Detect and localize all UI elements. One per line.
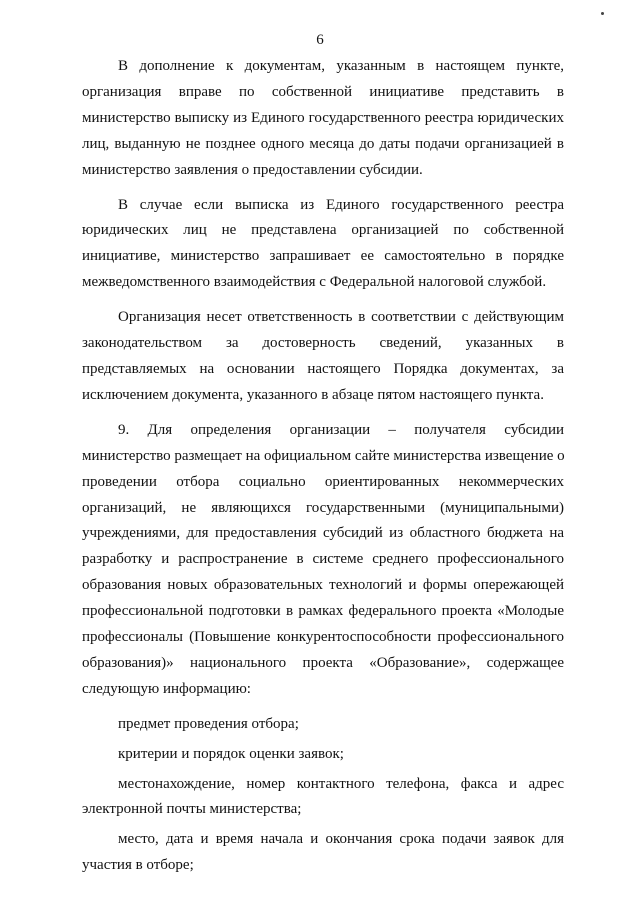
- list-item: [82, 712, 564, 738]
- text-line: В дополнение к документам, указанным в настоящем пункте,: [118, 58, 564, 74]
- text-line: законодательством за достоверность сведений, указанных в: [82, 335, 564, 352]
- paragraph: [82, 193, 564, 297]
- requirements-list: [82, 712, 564, 883]
- text-line: участия в отборе;: [82, 857, 194, 874]
- text-line: предмет проведения отбора;: [118, 715, 299, 732]
- text-line: образования)» национального проекта «Образование», содержащее: [82, 654, 564, 671]
- text-line: разработку и распространение в системе среднего профессионального: [82, 551, 564, 568]
- list-item: [82, 827, 564, 879]
- paragraph: [82, 418, 564, 703]
- text-line: проведении отбора социально ориентированных некоммерческих: [82, 473, 564, 490]
- text-line: профессионалы (Повышение конкурентоспособности профессионального: [82, 629, 564, 646]
- list-item: [82, 742, 564, 768]
- page-number: 6: [316, 32, 324, 48]
- text-line: Организация несет ответственность в соответствии с действующим: [118, 309, 564, 326]
- spacer: [82, 409, 564, 418]
- text-line: организация вправе по собственной инициативе представить в: [82, 83, 564, 100]
- text-line: 9. Для определения организации – получателя субсидии: [118, 421, 564, 438]
- text-line: представляемых на основании настоящего Порядка документах, за: [82, 360, 564, 377]
- text-line: образования новых образовательных технологий и формы опережающей: [82, 577, 564, 594]
- spacer: [82, 703, 564, 712]
- spacer: [82, 296, 564, 305]
- text-line: исключением документа, указанного в абзаце пятом настоящего пункта.: [82, 386, 544, 403]
- text-line: инициативе, министерство запрашивает ее самостоятельно в порядке: [82, 248, 564, 265]
- text-line: министерство размещает на официальном сайте министерства извещение о: [82, 447, 565, 464]
- text-line: юридических лиц не представлена организацией по собственной: [82, 222, 564, 239]
- text-line: следующую информацию:: [82, 680, 251, 697]
- spacer: [82, 879, 564, 883]
- text-line: организаций, не являющихся государственными (муниципальными): [82, 499, 564, 516]
- paragraph: [82, 54, 564, 184]
- text-line: профессиональной подготовки в рамках федерального проекта «Молодые: [82, 603, 564, 620]
- text-line: лиц, выданную не позднее одного месяца до даты подачи организацией в: [82, 135, 564, 152]
- text-line: учреждениями, для предоставления субсидий из областного бюджета на: [82, 525, 564, 542]
- text-line: электронной почты министерства;: [82, 801, 302, 818]
- scan-mark: [601, 12, 604, 15]
- list-item: [82, 772, 564, 824]
- text-line: В случае если выписка из Единого государственного реестра: [118, 196, 564, 213]
- text-line: межведомственного взаимодействия с Федеральной налоговой службой.: [82, 274, 547, 291]
- spacer: [82, 184, 564, 193]
- text-line: министерство заявления о предоставлении субсидии.: [82, 161, 423, 178]
- text-line: местонахождение, номер контактного телефона, факса и адрес: [118, 775, 564, 792]
- document-body: [82, 54, 564, 883]
- text-line: место, дата и время начала и окончания срока подачи заявок для: [118, 831, 564, 848]
- text-line: критерии и порядок оценки заявок;: [118, 745, 344, 762]
- paragraph: [82, 305, 564, 409]
- text-line: министерство выписку из Единого государственного реестра юридических: [82, 109, 564, 126]
- paragraph-list: [82, 54, 564, 712]
